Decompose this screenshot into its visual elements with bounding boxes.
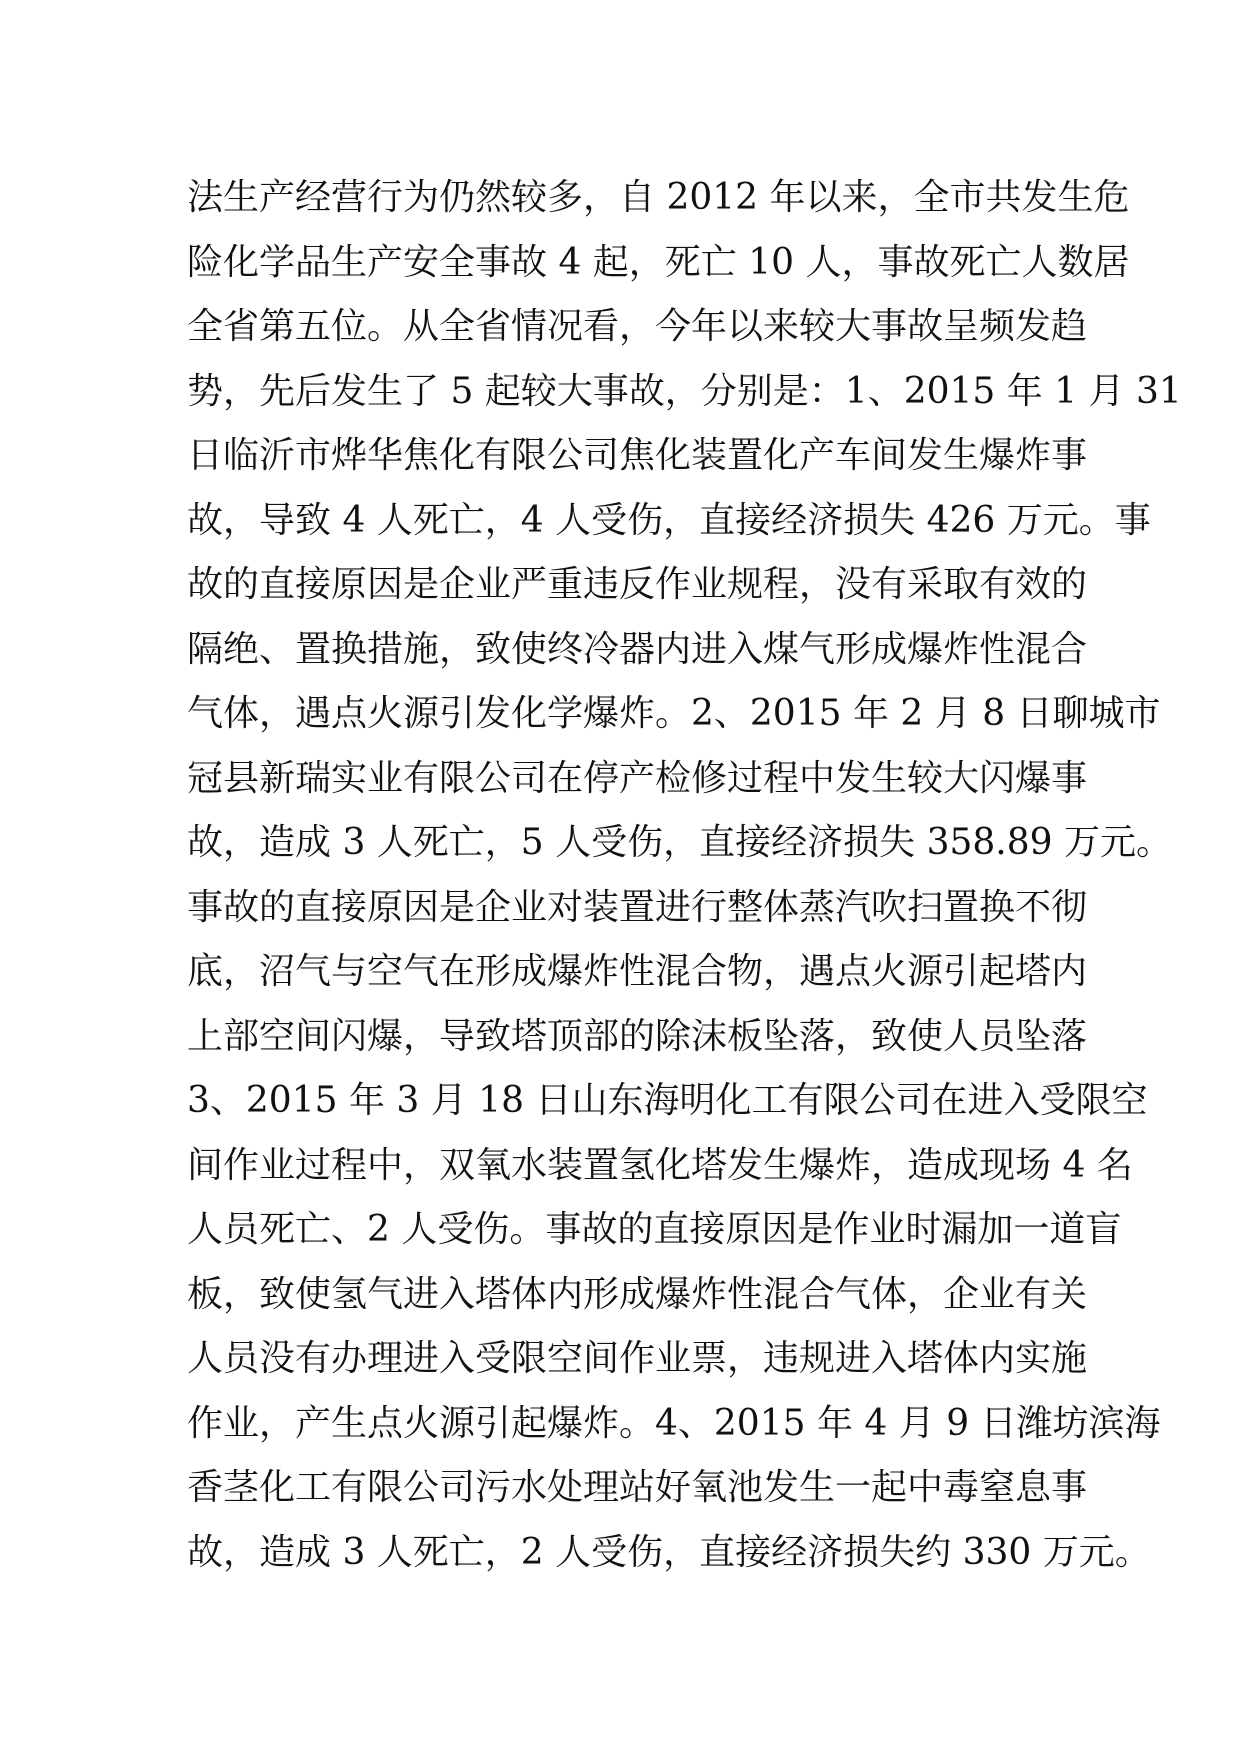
text-line: 香茎化工有限公司污水处理站好氧池发生一起中毒窒息事 — [187, 1467, 1088, 1508]
text-line: 人员死亡、2 人受伤。事故的直接原因是作业时漏加一道盲 — [187, 1209, 1122, 1250]
text-line: 日临沂市烨华焦化有限公司焦化装置化产车间发生爆炸事 — [187, 435, 1088, 476]
text-line: 势，先后发生了 5 起较大事故，分别是：1、2015 年 1 月 31 — [187, 370, 1182, 412]
text-line: 作业，产生点火源引起爆炸。4、2015 年 4 月 9 日潍坊滨海 — [187, 1402, 1161, 1444]
text-line: 3、2015 年 3 月 18 日山东海明化工有限公司在进入受限空 — [187, 1080, 1148, 1121]
text-line: 上部空间闪爆，导致塔顶部的除沫板坠落，致使人员坠落 — [187, 1015, 1088, 1057]
text-line: 全省第五位。从全省情况看，今年以来较大事故呈频发趋 — [187, 306, 1088, 347]
text-line: 险化学品生产安全事故 4 起，死亡 10 人，事故死亡人数居 — [187, 241, 1130, 283]
text-line: 板，致使氢气进入塔体内形成爆炸性混合气体，企业有关 — [187, 1273, 1088, 1315]
text-line: 间作业过程中，双氧水装置氢化塔发生爆炸，造成现场 4 名 — [187, 1144, 1133, 1186]
text-line: 法生产经营行为仍然较多，自 2012 年以来，全市共发生危 — [187, 177, 1130, 218]
body-text — [187, 166, 1182, 1585]
text-line: 冠县新瑞实业有限公司在停产检修过程中发生较大闪爆事 — [187, 757, 1088, 799]
text-line: 人员没有办理进入受限空间作业票，违规进入塔体内实施 — [187, 1338, 1088, 1379]
text-line: 事故的直接原因是企业对装置进行整体蒸汽吹扫置换不彻 — [187, 886, 1088, 928]
text-line: 故的直接原因是企业严重违反作业规程，没有采取有效的 — [187, 564, 1088, 605]
text-line: 气体，遇点火源引发化学爆炸。2、2015 年 2 月 8 日聊城市 — [187, 693, 1161, 734]
text-line: 故，导致 4 人死亡，4 人受伤，直接经济损失 426 万元。事 — [187, 499, 1151, 541]
text-line: 故，造成 3 人死亡，2 人受伤，直接经济损失约 330 万元。 — [187, 1531, 1151, 1573]
text-line: 故，造成 3 人死亡，5 人受伤，直接经济损失 358.89 万元。 — [187, 822, 1172, 863]
text-line: 隔绝、置换措施，致使终冷器内进入煤气形成爆炸性混合 — [187, 628, 1088, 670]
text-line: 底，沼气与空气在形成爆炸性混合物，遇点火源引起塔内 — [187, 951, 1088, 992]
